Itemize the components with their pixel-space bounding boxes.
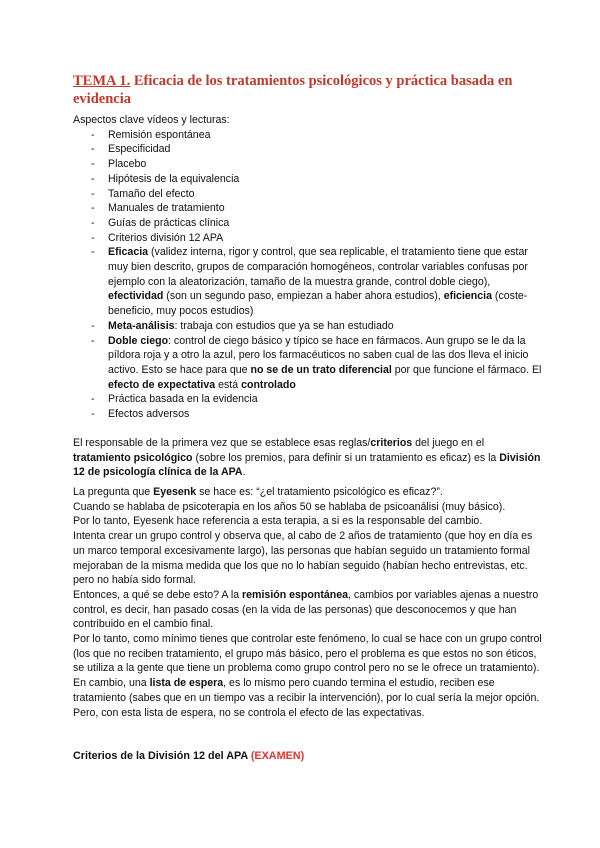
paragraph-apa: El responsable de la primera vez que se establece esas reglas/criterios del juego en el tratamiento psicológico (sobre los premios, para definir si un tratamiento es eficaz) es la División 12 de psicología clínica de la APA.	[73, 437, 541, 479]
text-line: Entonces, a qué se debe esto? A la remisión espontánea, cambios por variables ajenas a nuestro control, es decir, han pasado cosas (en la vida de las personas) que desconocemos y que han contribuido en el cambio final.	[73, 588, 539, 631]
exam-tag: (EXAMEN)	[250, 750, 305, 762]
list-item: - Criterios división 12 APA	[73, 231, 543, 246]
intro-line: Aspectos clave vídeos y lecturas:	[73, 114, 230, 126]
list-item: - Remisión espontánea	[73, 128, 543, 143]
list-item: - Placebo	[73, 157, 543, 172]
list-item: - Efectos adversos	[73, 407, 543, 422]
list-item: - Manuales de tratamiento	[73, 201, 543, 216]
list-item: - Hipótesis de la equivalencia	[73, 172, 543, 187]
list-item: - Guías de prácticas clínica	[73, 216, 543, 231]
list-item-meta-analisis: - Meta-análisis: trabaja con estudios que ya se han estudiado	[73, 319, 543, 334]
text-line: Intenta crear un grupo control y observa que, al cabo de 2 años de tratamiento (que hoy en día es un marco temporal excesivamente largo), las personas que habían seguido un tratamiento formal mejoraban de la misma medida que los que no lo habían seguido (habían hecho entrevistas, etc. pero no había sido formal.	[73, 530, 533, 587]
page-title	[73, 72, 543, 108]
list-item-doble-ciego: - Doble ciego: control de ciego básico y típico se hace en fármacos. Aun grupo se le da la píldora roja y a otro la azul, pero los farmacéuticos no saben cual de las dos lleva el inicio activo. Esto se hace para que no se de un trato diferencial por que funcione el fármaco. El efecto de expectativa está controlado	[73, 334, 543, 393]
section-heading: Criterios de la División 12 del APA (EXAMEN)	[73, 750, 305, 762]
paragraph-eyesenk	[73, 485, 543, 720]
list-item: - Especificidad	[73, 142, 543, 157]
text-line: Por lo tanto, Eyesenk hace referencia a esta terapia, a si es la responsable del cambio.	[73, 515, 483, 528]
text-line: Pero, con esta lista de espera, no se controla el efecto de las expectativas.	[73, 706, 425, 719]
text-line: Por lo tanto, como mínimo tienes que controlar este fenómeno, lo cual se hace con un grupo control (los que no reciben tratamiento, el grupo más básico, pero el problema es que estos no son éticos, se utiliza a la gente que tiene un problema como grupo control pero no se le ofrece un tratamiento). En cambio, una lista de espera, es lo mismo pero cuando termina el estudio, reciben ese tratamiento (sabes que en un tiempo vas a recibir la intervención), por lo cual sería la mejor opción.	[73, 633, 542, 704]
list-item-eficacia: - Eficacia (validez interna, rigor y control, que sea replicable, el tratamiento tiene que estar muy bien descrito, grupos de comparación homogéneos, controlar variables confusas por ejemplo con la aleatorización, tamaño de la muestra grande, control doble ciego), efectividad (son un segundo paso, empiezan a haber ahora estudios), eficiencia (coste-beneficio, muy pocos estudios)	[73, 245, 543, 319]
topic-title: Eficacia de los tratamientos psicológicos y práctica basada en evidencia	[73, 73, 513, 107]
list-item: - Práctica basada en la evidencia	[73, 392, 543, 407]
list-item: - Tamaño del efecto	[73, 187, 543, 202]
text-line: Cuando se hablaba de psicoterapia en los años 50 se hablaba de psicoanálisi (muy básico).	[73, 500, 506, 513]
key-aspects-section	[73, 113, 543, 422]
key-aspects-list	[73, 128, 543, 422]
topic-label: TEMA 1.	[73, 73, 131, 89]
text-line: La pregunta que Eyesenk se hace es: “¿el tratamiento psicológico es eficaz?”.	[73, 486, 443, 498]
